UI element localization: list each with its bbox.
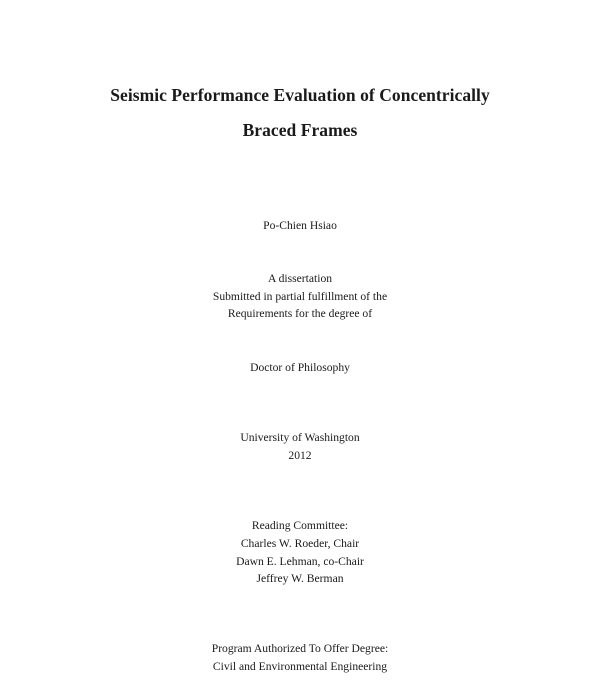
committee-member: Dawn E. Lehman, co-Chair	[236, 555, 364, 568]
author-name: Po-Chien Hsiao	[263, 219, 337, 232]
committee-member: Jeffrey W. Berman	[256, 572, 344, 585]
program-heading: Program Authorized To Offer Degree:	[211, 642, 389, 655]
submission-line-3: Requirements for the degree of	[227, 307, 373, 320]
submission-line-1: A dissertation	[267, 272, 333, 285]
title-line-2: Braced Frames	[242, 120, 358, 140]
committee-member: Charles W. Roeder, Chair	[240, 537, 360, 550]
title-line-1: Seismic Performance Evaluation of Concentrically	[110, 85, 490, 105]
committee-heading: Reading Committee:	[251, 519, 349, 532]
program-name: Civil and Environmental Engineering	[212, 660, 388, 673]
submission-line-2: Submitted in partial fulfillment of the	[212, 290, 388, 303]
institution-year: 2012	[288, 449, 312, 462]
degree-name: Doctor of Philosophy	[250, 361, 350, 374]
institution-name: University of Washington	[240, 431, 360, 444]
